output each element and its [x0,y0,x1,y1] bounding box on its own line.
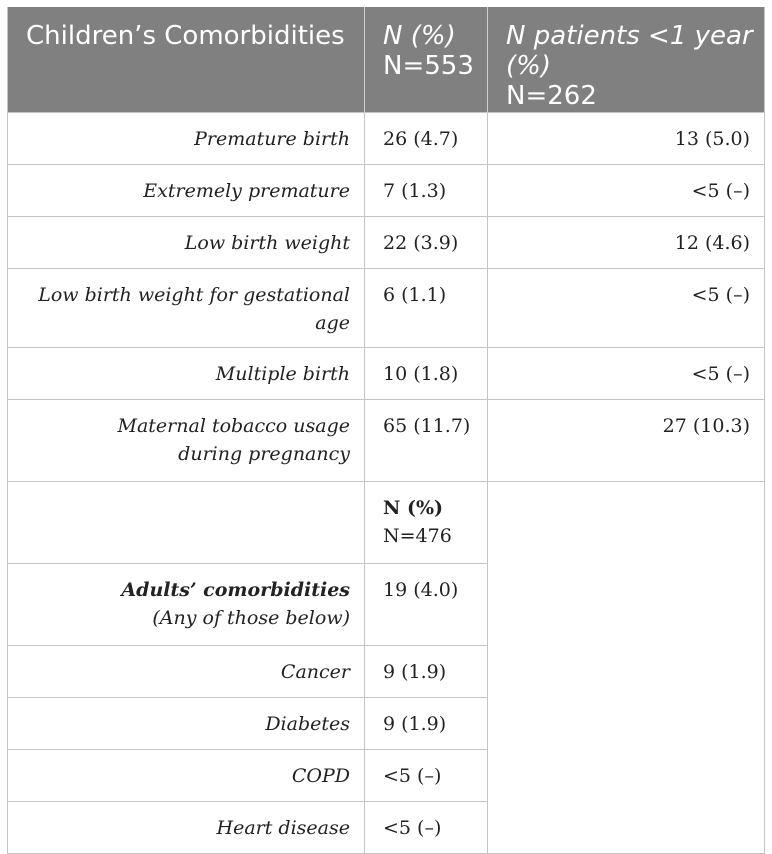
row-label: COPD [8,749,365,801]
adult-subheader-n [365,481,488,563]
row-n-under-1: 27 (10.3) [488,399,765,481]
adult-group-n: 19 (4.0) [365,563,488,645]
row-n: 65 (11.7) [365,399,488,481]
table-row [8,164,765,216]
table-row [8,112,765,164]
row-n-under-1: <5 (–) [488,164,765,216]
row-label: Cancer [8,645,365,697]
adult-subheader-line2: N=476 [383,524,452,547]
row-label: Heart disease [8,801,365,853]
table-row [8,216,765,268]
adult-subheader-blank [8,481,365,563]
row-label-line2: during pregnancy [178,442,350,465]
adult-group-note: (Any of those below) [152,606,350,629]
header-row [8,7,765,112]
adult-right-blank [488,481,765,853]
row-n: 7 (1.3) [365,164,488,216]
row-n: 6 (1.1) [365,268,488,347]
row-n: 10 (1.8) [365,347,488,399]
row-label: Extremely premature [8,164,365,216]
row-label [8,399,365,481]
header-n-percent: N (%) N=553 [365,7,488,112]
row-label: Low birth weight for gestational age [8,268,365,347]
header-n-under-1-year: N patients <1 year (%) N=262 [488,7,765,112]
row-label: Diabetes [8,697,365,749]
adult-subheader-line1: N (%) [383,496,444,519]
table-row [8,268,765,347]
row-n: 22 (3.9) [365,216,488,268]
table-row [8,399,765,481]
row-label: Multiple birth [8,347,365,399]
comorbidities-table [7,7,765,854]
row-n-under-1: 13 (5.0) [488,112,765,164]
row-n: 9 (1.9) [365,645,488,697]
row-n-under-1: <5 (–) [488,268,765,347]
row-n: 9 (1.9) [365,697,488,749]
adult-group-title: Adults’ comorbidities [121,578,350,601]
adult-group-label [8,563,365,645]
row-label: Low birth weight [8,216,365,268]
row-n-under-1: <5 (–) [488,347,765,399]
row-n: 26 (4.7) [365,112,488,164]
table-row [8,347,765,399]
adult-subheader-row [8,481,765,563]
row-n: <5 (–) [365,749,488,801]
row-n: <5 (–) [365,801,488,853]
row-label-line1: Maternal tobacco usage [117,414,350,437]
row-n-under-1: 12 (4.6) [488,216,765,268]
row-label: Premature birth [8,112,365,164]
header-children-comorbidities: Children’s Comorbidities [8,7,365,112]
